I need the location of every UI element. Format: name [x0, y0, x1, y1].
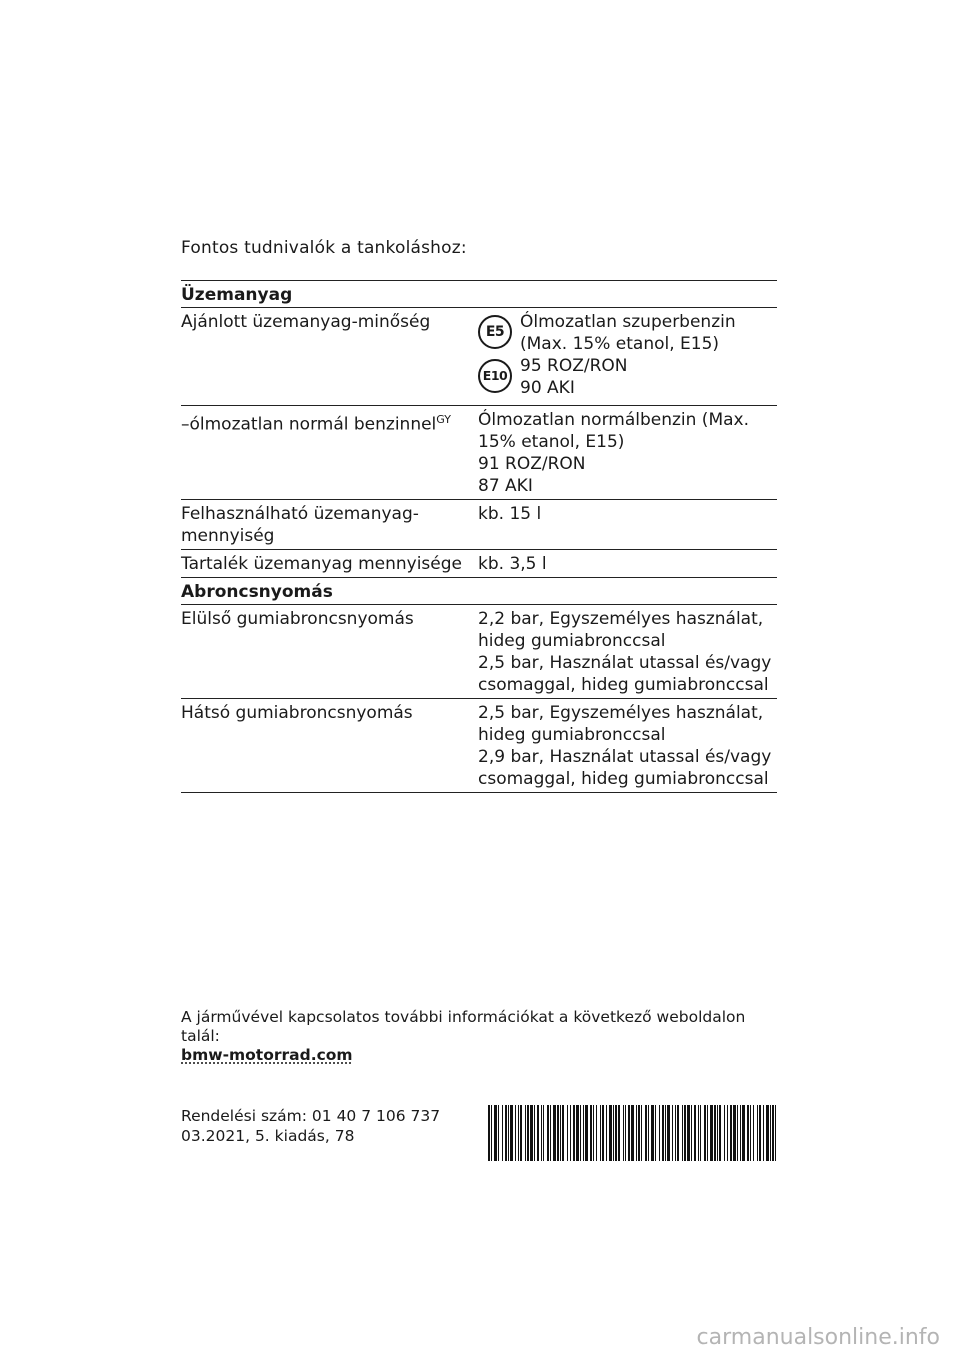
barcode-image [488, 1105, 776, 1161]
barcode-bar [694, 1105, 696, 1161]
row-value: 2,5 bar, Egyszemélyes használat, hideg gumiabronccsal 2,9 bar, Használat utassal és/vagy csomaggal, hideg gumiabronccsal [478, 703, 772, 789]
section-fuel: Üzemanyag [181, 281, 777, 308]
barcode-bar [687, 1105, 690, 1161]
row-value: 2,2 bar, Egyszemélyes használat, hideg gumiabronccsal 2,5 bar, Használat utassal és/vagy csomaggal, hideg gumiabronccsal [478, 609, 772, 695]
info-text: A járművével kapcsolatos további információkat a következő weboldalon talál: [181, 1008, 746, 1045]
barcode-bar [534, 1105, 535, 1161]
row-usable-fuel [181, 500, 777, 550]
barcode-bar [742, 1105, 745, 1161]
page-heading: Fontos tudnivalók a tankoláshoz: [181, 238, 467, 258]
barcode-bar [677, 1105, 679, 1161]
row-label: Ajánlott üzemanyag-minőség [181, 312, 431, 332]
barcode-bar [491, 1105, 492, 1161]
barcode-bar [557, 1105, 559, 1161]
barcode-bar [510, 1105, 513, 1161]
row-label: Felhasználható üzemanyag- mennyiség [181, 504, 419, 546]
barcode-bar [613, 1105, 614, 1161]
row-value: Ólmozatlan szuperbenzin (Max. 15% etanol, E15) 95 ROZ/RON 90 AKI [520, 312, 736, 398]
barcode-bar [719, 1105, 721, 1161]
barcode-bar [766, 1105, 769, 1161]
barcode-bar [667, 1105, 670, 1161]
barcode-bar [665, 1105, 666, 1161]
barcode-bar [585, 1105, 588, 1161]
barcode-bar [727, 1105, 728, 1161]
barcode-bar [682, 1105, 683, 1161]
barcode-bar [609, 1105, 612, 1161]
barcode-bar [596, 1105, 597, 1161]
order-number: Rendelési szám: 01 40 7 106 737 [181, 1107, 441, 1125]
barcode-bar [655, 1105, 656, 1161]
barcode-bar [707, 1105, 708, 1161]
barcode-bar [502, 1105, 503, 1161]
barcode-bar [518, 1105, 519, 1161]
barcode-bar [625, 1105, 626, 1161]
barcode-bar [645, 1105, 647, 1161]
barcode-bar [573, 1105, 575, 1161]
barcode-bar [641, 1105, 642, 1161]
barcode-bar [576, 1105, 579, 1161]
barcode-bar [508, 1105, 509, 1161]
barcode-bar [659, 1105, 660, 1161]
edition-info: 03.2021, 5. kiadás, 78 [181, 1127, 355, 1145]
barcode-bar [753, 1105, 754, 1161]
barcode-bar [691, 1105, 692, 1161]
barcode-bar [757, 1105, 758, 1161]
barcode-bar [527, 1105, 529, 1161]
barcode-bar [710, 1105, 713, 1161]
barcode-bar [606, 1105, 607, 1161]
row-front-tire [181, 605, 777, 699]
barcode-bar [488, 1105, 490, 1161]
barcode-bar [714, 1105, 716, 1161]
barcode-bar [530, 1105, 533, 1161]
barcode-bar [547, 1105, 549, 1161]
barcode-bar [618, 1105, 620, 1161]
barcode-bar [698, 1105, 699, 1161]
superscript-gy: GY [436, 413, 451, 426]
barcode-bar [775, 1105, 776, 1161]
barcode-bar [636, 1105, 637, 1161]
barcode-bar [684, 1105, 686, 1161]
barcode-bar [520, 1105, 522, 1161]
barcode-bar [600, 1105, 601, 1161]
barcode-bar [772, 1105, 774, 1161]
barcode-bar [770, 1105, 771, 1161]
barcode-bar [675, 1105, 676, 1161]
barcode-bar [747, 1105, 749, 1161]
row-label: –ólmozatlan normál benzinnel$^{GY}$ [181, 413, 451, 435]
barcode-bar [570, 1105, 571, 1161]
row-recommended-fuel [181, 308, 777, 406]
barcode-bar [567, 1105, 568, 1161]
barcode-bar [733, 1105, 736, 1161]
specs-table [181, 280, 777, 793]
barcode-bar [505, 1105, 507, 1161]
barcode-bar [590, 1105, 592, 1161]
e10-fuel-icon: E10 [478, 359, 512, 393]
barcode-bar [737, 1105, 738, 1161]
barcode-bar [562, 1105, 564, 1161]
website-info [181, 1008, 777, 1065]
barcode-bar [498, 1105, 499, 1161]
barcode-bar [750, 1105, 751, 1161]
barcode-bar [593, 1105, 594, 1161]
barcode-bar [700, 1105, 701, 1161]
barcode-bar [580, 1105, 581, 1161]
order-info [181, 1106, 440, 1146]
website-link[interactable]: bmw-motorrad.com [181, 1046, 353, 1064]
barcode-bar [583, 1105, 584, 1161]
barcode-bar [602, 1105, 604, 1161]
barcode-bar [541, 1105, 542, 1161]
barcode-bar [525, 1105, 526, 1161]
barcode-bar [730, 1105, 732, 1161]
row-reserve-fuel [181, 550, 777, 578]
row-label: Elülső gumiabroncsnyomás [181, 609, 414, 629]
row-normal-fuel [181, 406, 777, 500]
barcode-bar [638, 1105, 640, 1161]
barcode-bar [704, 1105, 706, 1161]
barcode-bar [515, 1105, 516, 1161]
row-value: Ólmozatlan normálbenzin (Max. 15% etanol, E15) 91 ROZ/RON 87 AKI [478, 410, 749, 496]
e5-fuel-icon: E5 [478, 315, 512, 349]
barcode-bar [543, 1105, 544, 1161]
row-value: kb. 3,5 l [478, 554, 547, 574]
row-label: Tartalék üzemanyag mennyisége [181, 554, 462, 574]
barcode-bar [631, 1105, 634, 1161]
barcode-bar [648, 1105, 649, 1161]
section-tire-pressure: Abroncsnyomás [181, 578, 777, 605]
barcode-bar [717, 1105, 718, 1161]
barcode-bar [623, 1105, 624, 1161]
barcode-bar [628, 1105, 630, 1161]
watermark-text: carmanualsonline.info [696, 1325, 940, 1350]
barcode-bar [550, 1105, 551, 1161]
barcode-bar [672, 1105, 673, 1161]
barcode-bar [662, 1105, 664, 1161]
barcode-bar [724, 1105, 725, 1161]
barcode-bar [494, 1105, 497, 1161]
barcode-bar [759, 1105, 761, 1161]
barcode-bar [553, 1105, 556, 1161]
row-value: kb. 15 l [478, 504, 542, 524]
barcode-bar [537, 1105, 539, 1161]
row-label: Hátsó gumiabroncsnyomás [181, 703, 413, 723]
row-rear-tire [181, 699, 777, 793]
barcode-bar [651, 1105, 654, 1161]
barcode-bar [763, 1105, 764, 1161]
barcode-bar [740, 1105, 741, 1161]
barcode-bar [560, 1105, 561, 1161]
barcode-bar [615, 1105, 617, 1161]
